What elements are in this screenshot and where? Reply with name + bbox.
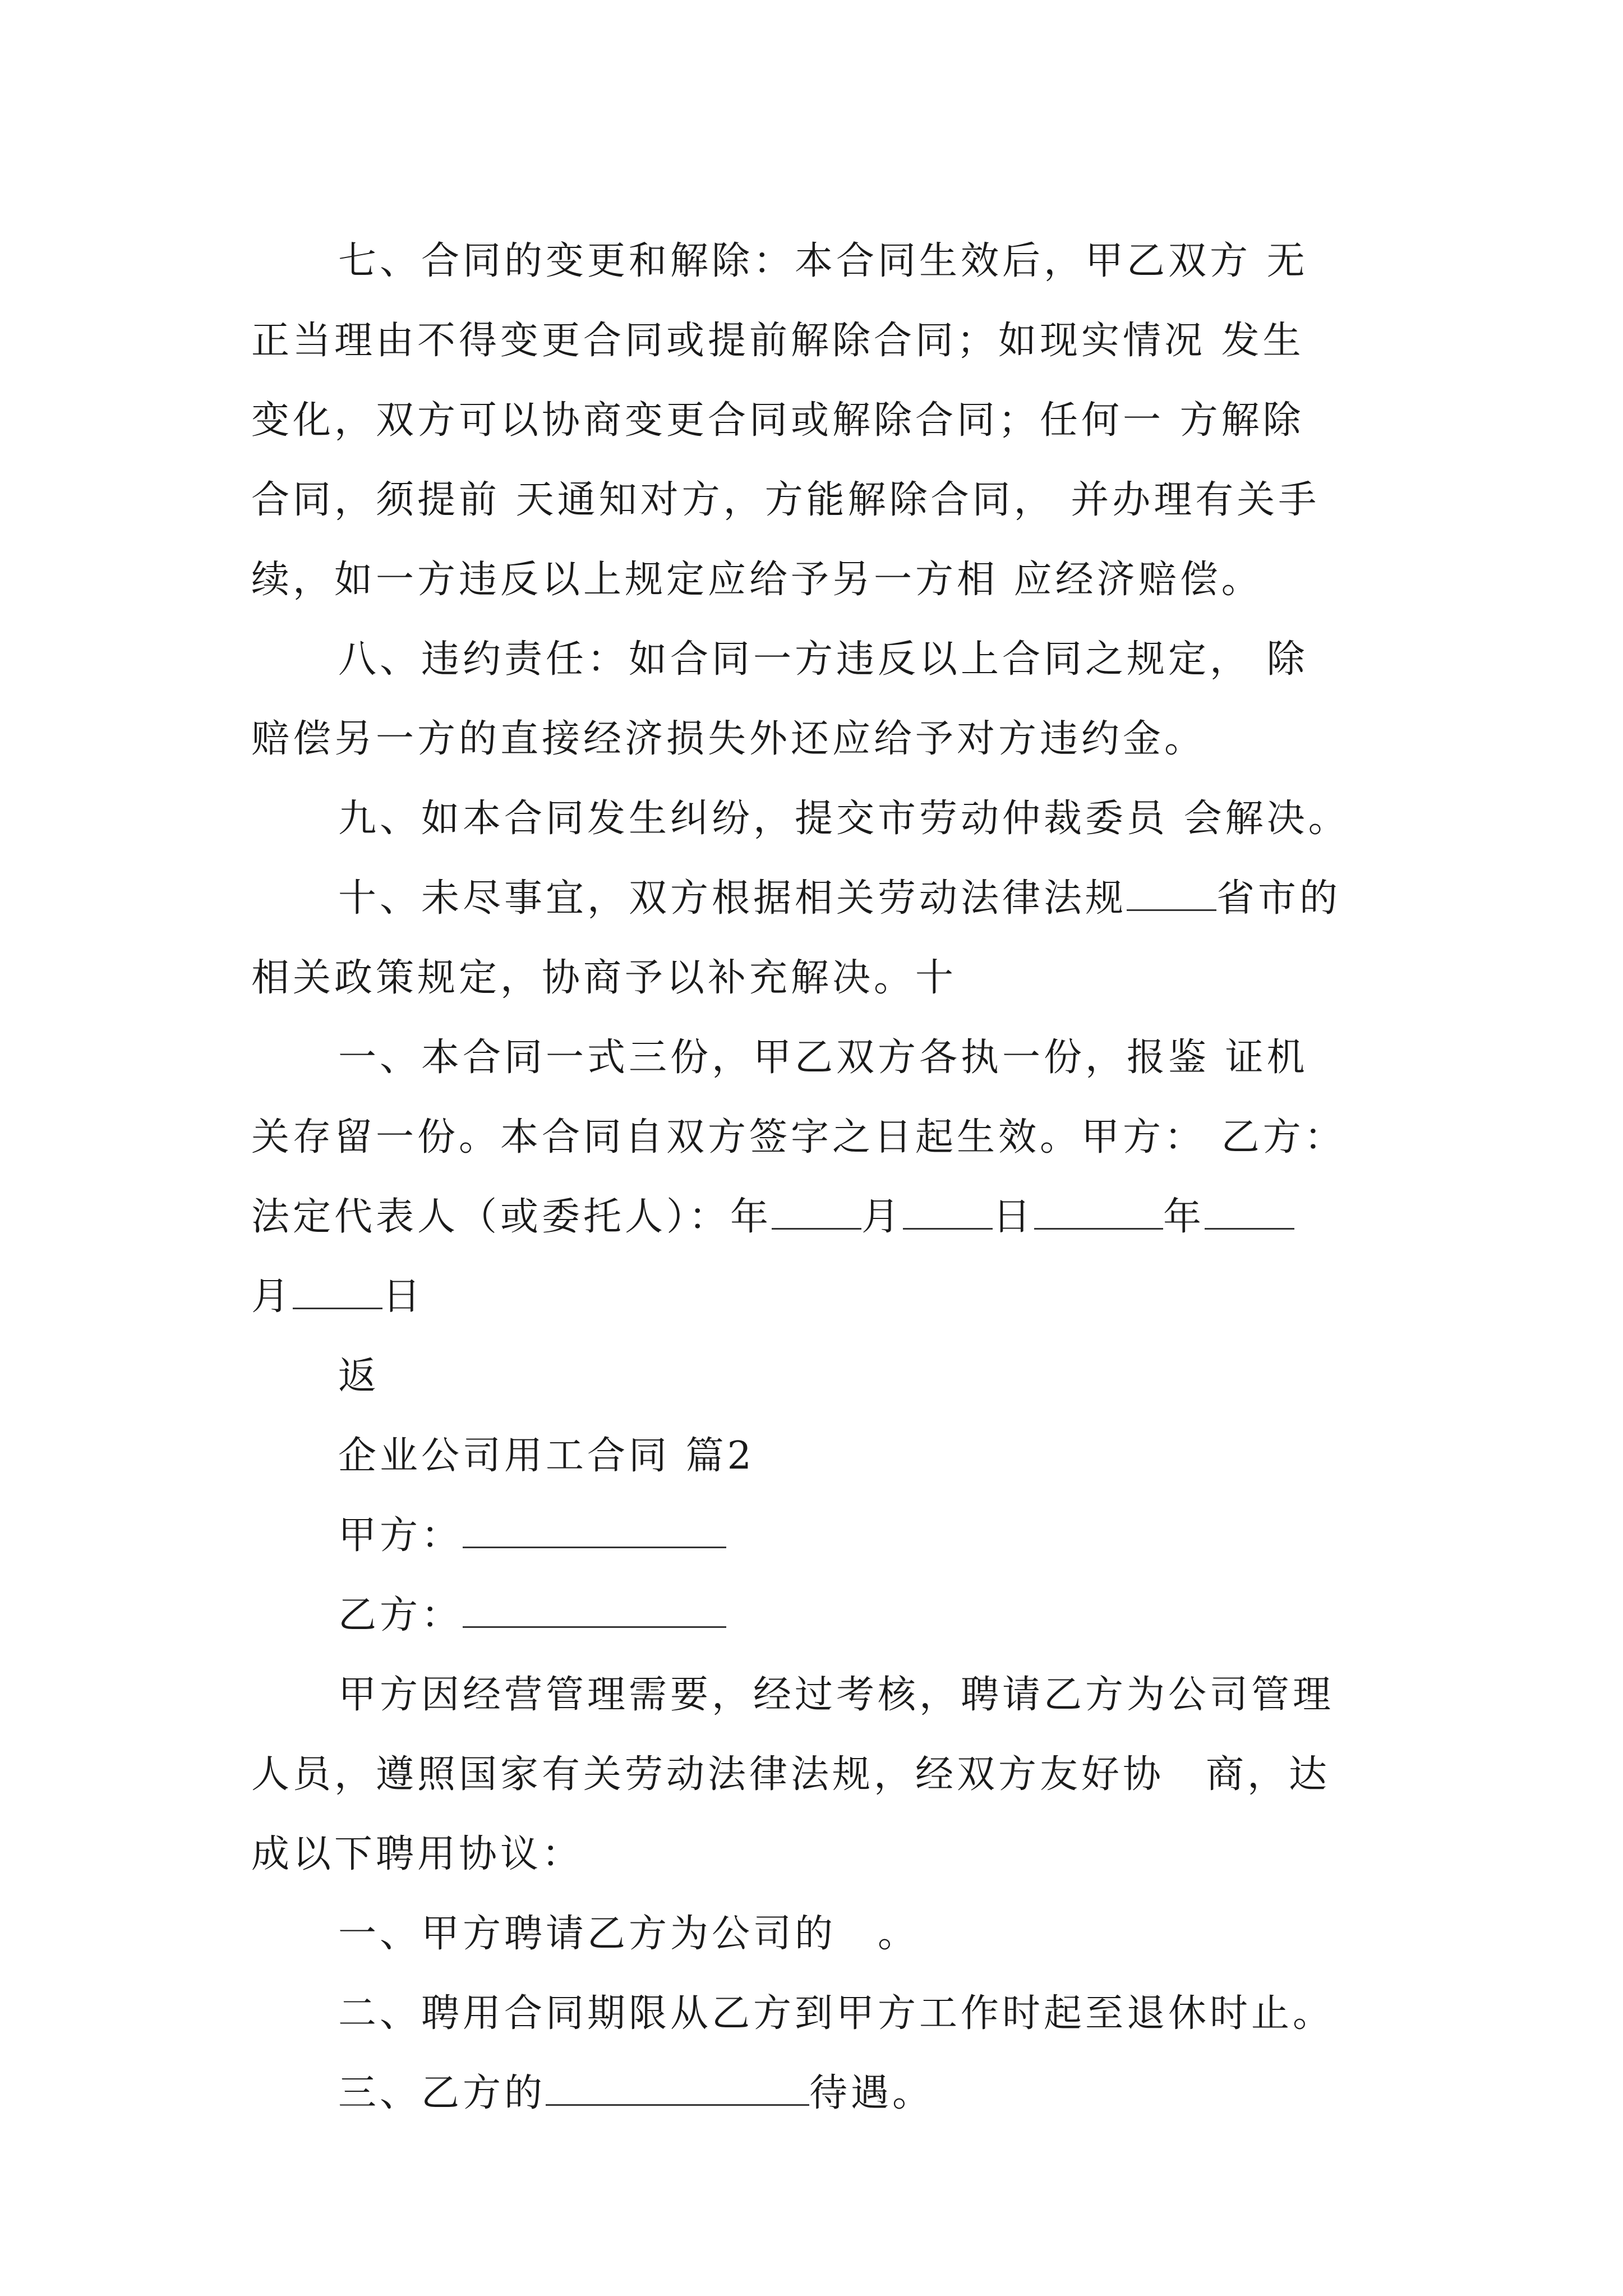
item-3-blank[interactable] bbox=[546, 2072, 809, 2106]
item-1: 一、甲方聘请乙方为公司的 。 bbox=[338, 1912, 920, 1956]
signature-text-a: 法定代表人（或委托人）：年 bbox=[251, 1195, 772, 1239]
party-b-blank[interactable] bbox=[463, 1594, 726, 1628]
blank-field[interactable] bbox=[1127, 877, 1216, 911]
clause-9-line-1: 九、如本合同发生纠纷，提交市劳动仲裁委员 会解决。 bbox=[338, 797, 1350, 841]
intro-line-1: 甲方因经营管理需要，经过考核，聘请乙方为公司管理 bbox=[338, 1673, 1335, 1717]
clause-8-line-2: 赔偿另一方的直接经济损失外还应给予对方违约金。 bbox=[251, 717, 1206, 761]
signature-text-c: 日 bbox=[993, 1195, 1035, 1239]
party-b-line bbox=[251, 1576, 1384, 1655]
signature-text-b: 月 bbox=[861, 1195, 903, 1239]
clause-7-line-3: 变化，双方可以协商变更合同或解除合同；任何一 方解除 bbox=[251, 398, 1304, 443]
clause-10-text-b: 省市的 bbox=[1216, 876, 1341, 921]
clause-7-line-1: 七、合同的变更和解除：本合同生效后，甲乙双方 无 bbox=[338, 239, 1308, 283]
intro-line-3: 成以下聘用协议： bbox=[251, 1832, 584, 1876]
clause-11-line-4 bbox=[251, 1257, 1384, 1337]
blank-field[interactable] bbox=[903, 1195, 993, 1230]
item-3-text-b: 待遇。 bbox=[809, 2071, 934, 2115]
clause-7-line-5: 续，如一方违反以上规定应给予另一方相 应经济赔偿。 bbox=[251, 558, 1263, 602]
blank-field[interactable] bbox=[1205, 1195, 1294, 1230]
signature-text-e: 月 bbox=[251, 1274, 293, 1319]
clause-10-text-a: 十、未尽事宜，双方根据相关劳动法律法规 bbox=[338, 876, 1127, 921]
signature-text-f: 日 bbox=[382, 1274, 425, 1319]
clause-10-line-2: 相关政策规定，协商予以补充解决。十 bbox=[251, 956, 957, 1000]
clause-10-line-1 bbox=[251, 859, 1384, 938]
return-link[interactable]: 返 bbox=[338, 1354, 380, 1398]
blank-field[interactable] bbox=[772, 1195, 861, 1230]
party-a-line bbox=[251, 1496, 1384, 1576]
clause-8-line-1: 八、违约责任：如合同一方违反以上合同之规定， 除 bbox=[338, 637, 1308, 682]
item-3-text-a: 三、乙方的 bbox=[338, 2071, 546, 2115]
clause-11-line-3 bbox=[251, 1177, 1384, 1257]
clause-7-line-4: 合同，须提前 天通知对方，方能解除合同， 并办理有关手 bbox=[251, 478, 1320, 522]
party-a-blank[interactable] bbox=[463, 1514, 726, 1548]
signature-text-d: 年 bbox=[1163, 1195, 1205, 1239]
item-3 bbox=[251, 2054, 1384, 2133]
section-heading: 企业公司用工合同 篇2 bbox=[338, 1434, 755, 1478]
party-a-label: 甲方： bbox=[338, 1513, 463, 1558]
blank-field[interactable] bbox=[1034, 1195, 1163, 1230]
party-b-label: 乙方： bbox=[338, 1593, 463, 1637]
blank-field[interactable] bbox=[293, 1275, 382, 1309]
clause-7-line-2: 正当理由不得变更合同或提前解除合同；如现实情况 发生 bbox=[251, 319, 1304, 363]
clause-11-line-1: 一、本合同一式三份，甲乙双方各执一份，报鉴 证机 bbox=[338, 1036, 1308, 1080]
item-2: 二、聘用合同期限从乙方到甲方工作时起至退休时止。 bbox=[338, 1991, 1335, 2036]
document-body bbox=[251, 222, 1384, 2133]
clause-11-line-2: 关存留一份。本合同自双方签字之日起生效。甲方： 乙方： bbox=[251, 1115, 1346, 1159]
intro-line-2: 人员，遵照国家有关劳动法律法规，经双方友好协 商，达 bbox=[251, 1752, 1331, 1797]
